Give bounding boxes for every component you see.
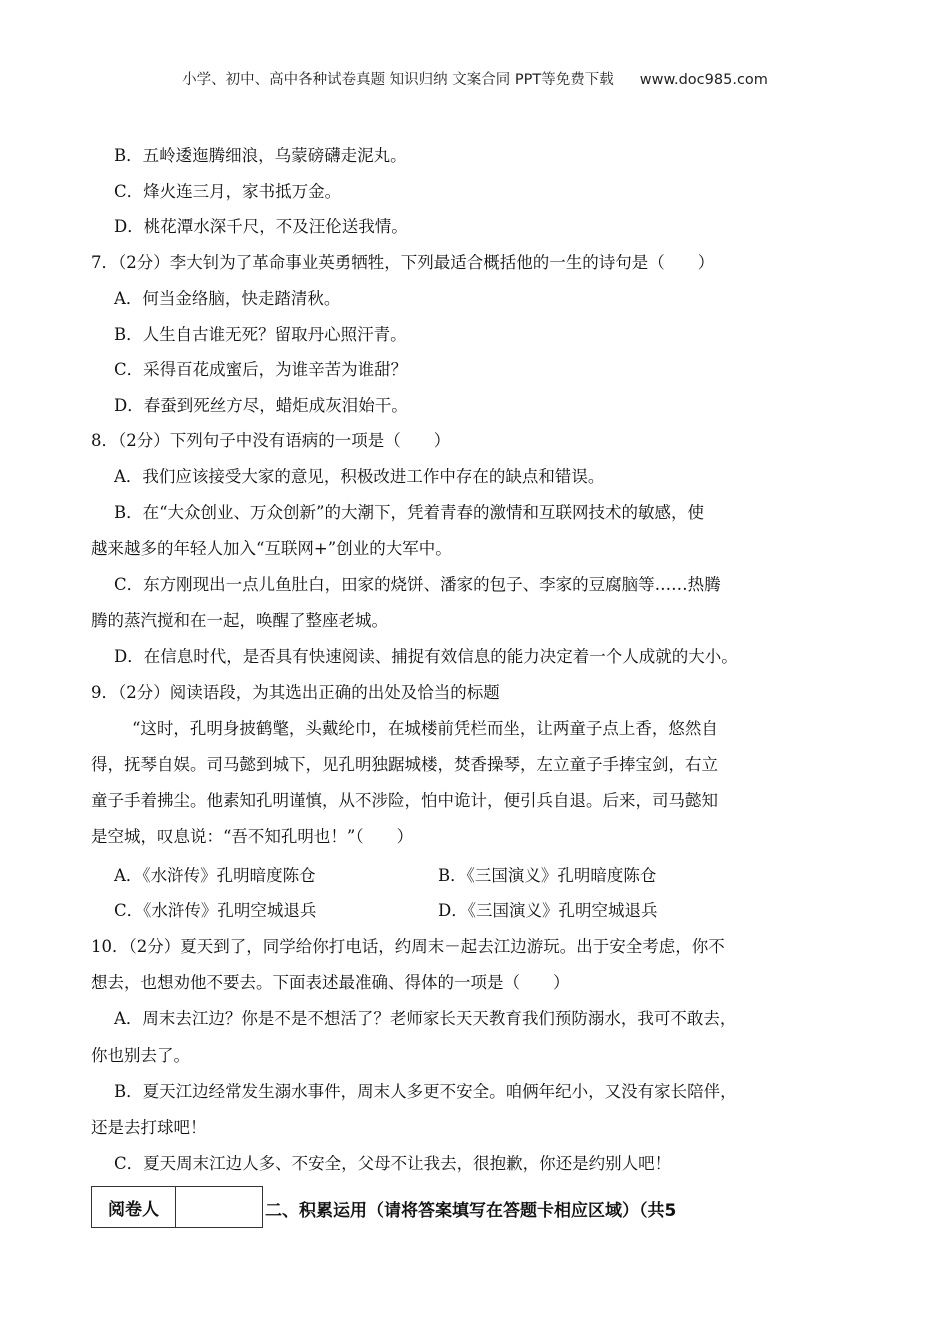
q9-passage-line: 童子手着拂尘。他素知孔明谨慎，从不涉险，怕中诡计，便引兵自退。后来，司马懿知 — [91, 791, 718, 810]
grader-signature-box — [176, 1187, 262, 1227]
q8-option-b-cont: 越来越多的年轻人加入“互联网+”创业的大军中。 — [91, 539, 452, 558]
q8-stem: 8．（2分）下列句子中没有语病的一项是（ ） — [91, 431, 451, 450]
q7-option-a: A．何当金络脑，快走踏清秋。 — [114, 289, 341, 308]
grader-label: 阅卷人 — [92, 1187, 176, 1227]
page-header — [0, 68, 950, 89]
q9-stem: 9．（2分）阅读语段，为其选出正确的出处及恰当的标题 — [91, 683, 500, 702]
q10-option-a-cont: 你也别去了。 — [91, 1046, 190, 1065]
q7-stem: 7．（2分）李大钊为了革命事业英勇牺牲，下列最适合概括他的一生的诗句是（ ） — [91, 253, 715, 272]
grader-table — [91, 1186, 263, 1228]
q9-passage-line: “这时，孔明身披鹤氅，头戴纶巾，在城楼前凭栏而坐，让两童子点上香，悠然自 — [132, 719, 718, 738]
q8-option-a: A．我们应该接受大家的意见，积极改进工作中存在的缺点和错误。 — [114, 467, 605, 486]
q6-option-b: B．五岭逶迤腾细浪，乌蒙磅礴走泥丸。 — [114, 146, 407, 165]
q6-option-c: C．烽火连三月，家书抵万金。 — [114, 182, 342, 201]
q7-option-d: D．春蚕到死丝方尽，蜡炬成灰泪始干。 — [114, 396, 408, 415]
q9-option-a: A．《水浒传》孔明暗度陈仓 — [114, 866, 316, 885]
q7-option-c: C．采得百花成蜜后，为谁辛苦为谁甜？ — [114, 360, 408, 379]
header-text: 小学、初中、高中各种试卷真题 知识归纳 文案合同 PPT等免费下载 — [182, 72, 614, 88]
q9-option-b: B．《三国演义》孔明暗度陈仓 — [438, 866, 657, 885]
q8-option-b: B．在“大众创业、万众创新”的大潮下，凭着青春的激情和互联网技术的敏感，使 — [114, 503, 704, 522]
q10-option-a: A．周末去江边？你是不是不想活了？老师家长天天教育我们预防溺水，我可不敢去， — [114, 1009, 737, 1028]
q10-stem-cont: 想去，也想劝他不要去。下面表述最准确、得体的一项是（ ） — [91, 973, 570, 992]
q9-option-d: D．《三国演义》孔明空城退兵 — [438, 901, 658, 920]
q8-option-c: C．东方刚现出一点儿鱼肚白，田家的烧饼、潘家的包子、李家的豆腐脑等……热腾 — [114, 575, 721, 594]
q9-passage-line: 得，抚琴自娱。司马懿到城下，见孔明独踞城楼，焚香操琴，左立童子手捧宝剑，右立 — [91, 755, 718, 774]
q10-option-b-cont: 还是去打球吧！ — [91, 1118, 207, 1137]
q10-option-c: C．夏天周末江边人多、不安全，父母不让我去，很抱歉，你还是约别人吧！ — [114, 1154, 672, 1173]
section-title: 二、积累运用（请将答案填写在答题卡相应区域）（共5 — [265, 1201, 677, 1221]
q8-option-d: D．在信息时代，是否具有快速阅读、捕捉有效信息的能力决定着一个人成就的大小。 — [114, 647, 738, 666]
q9-passage-line: 是空城，叹息说：“吾不知孔明也！”（ ） — [91, 827, 414, 846]
q6-option-d: D．桃花潭水深千尺，不及汪伦送我情。 — [114, 217, 408, 236]
q8-option-c-cont: 腾的蒸汽搅和在一起，唤醒了整座老城。 — [91, 611, 388, 630]
header-site: www.doc985.com — [639, 72, 768, 88]
q7-option-b: B．人生自古谁无死？留取丹心照汗青。 — [114, 325, 407, 344]
q9-option-c: C．《水浒传》孔明空城退兵 — [114, 901, 317, 920]
q10-stem: 10．（2分）夏天到了，同学给你打电话，约周末－起去江边游玩。出于安全考虑，你不 — [91, 937, 725, 956]
q10-option-b: B．夏天江边经常发生溺水事件，周末人多更不安全。咱俩年纪小，又没有家长陪伴， — [114, 1082, 737, 1101]
